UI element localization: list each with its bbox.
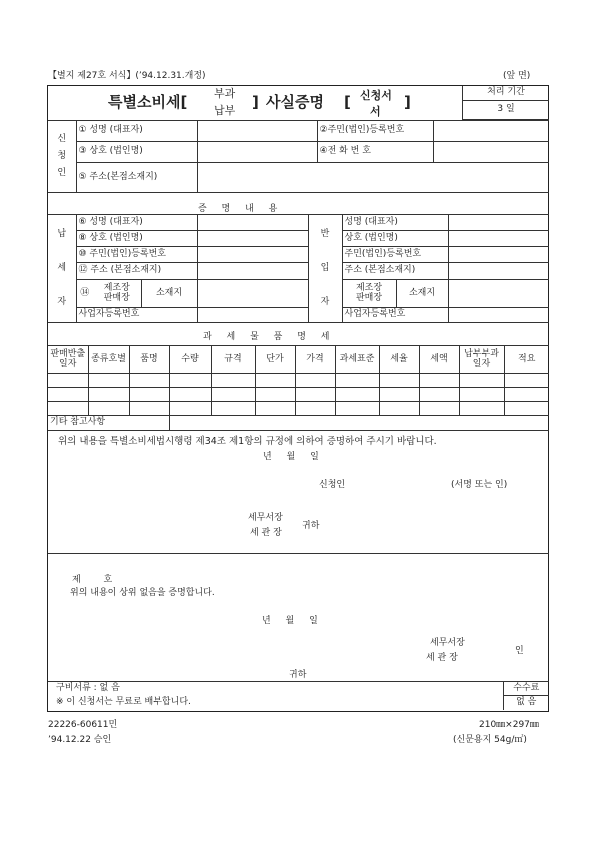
taxpayer-address-field[interactable]: [197, 263, 308, 280]
applicant-label: 신 청 인: [48, 121, 76, 193]
applicant-address-label: ⑤ 주소(본점소재지): [76, 163, 197, 193]
fee-label: 수수료: [503, 682, 549, 696]
import-bizno-label: 사업자등록번호: [342, 308, 448, 323]
import-address-label: 주소 (본점소재지): [342, 263, 448, 280]
title-option-bottom: 납부: [214, 104, 236, 117]
section-divider: [48, 553, 549, 554]
taxpayer-location-field[interactable]: [197, 280, 308, 308]
col-price: 가격: [295, 346, 335, 374]
import-label: 반 입 자: [308, 215, 342, 323]
certificate-honorific: 귀하: [289, 670, 307, 680]
taxpayer-name-field[interactable]: [197, 215, 308, 231]
applicant-section: [48, 120, 549, 193]
request-date: 년 월 일: [263, 452, 325, 462]
certificate-office-line2: 세 관 장: [426, 653, 458, 663]
taxpayer-factory-store: 제조장 판매장: [93, 280, 141, 308]
col-pay-date: 납부부과일자: [459, 346, 504, 374]
taxpayer-company-field[interactable]: [197, 231, 308, 247]
col-spec: 규격: [211, 346, 255, 374]
col-type: 종류호별: [88, 346, 129, 374]
paper-size: 210㎜×297㎜: [479, 720, 539, 730]
request-office-line1: 세무서장: [248, 513, 283, 523]
other-notes-field[interactable]: [169, 416, 549, 431]
import-bizno-field[interactable]: [448, 308, 549, 323]
certificate-office-line1: 세무서장: [430, 638, 465, 648]
fee-value: 없 음: [503, 696, 549, 710]
import-company-label: 상호 (법인명): [342, 231, 448, 247]
title-part2: 사실증명: [266, 93, 324, 111]
import-regno-label: 주민(법인)등록번호: [342, 247, 448, 263]
import-name-label: 성명 (대표자): [342, 215, 448, 231]
goods-row[interactable]: [48, 374, 549, 388]
col-tax-amount: 세액: [419, 346, 459, 374]
goods-row[interactable]: [48, 402, 549, 416]
free-distribution-note: ※ 이 신청서는 무료로 배부합니다.: [48, 696, 503, 710]
import-location-label: 소재지: [396, 280, 448, 308]
col-item: 품명: [129, 346, 169, 374]
processing-period: [462, 86, 549, 120]
col-tax-base: 과세표준: [335, 346, 379, 374]
other-notes-label: 기타 참고사항: [48, 416, 169, 431]
form-footer: [48, 681, 549, 710]
title-request-bottom: 서: [370, 105, 381, 118]
applicant-regno-field[interactable]: [433, 121, 549, 142]
certificate-statement: 위의 내용이 상위 없음을 증명합니다.: [70, 588, 215, 598]
col-quantity: 수량: [169, 346, 211, 374]
applicant-regno-label: ②주민(법인)등록번호: [317, 121, 433, 142]
applicant-phone-field[interactable]: [433, 142, 549, 163]
applicant-company-field[interactable]: [197, 142, 317, 163]
proof-header: 증 명 내 용: [198, 204, 284, 214]
applicant-company-label: ③ 상호 (법인명): [76, 142, 197, 163]
import-regno-field[interactable]: [448, 247, 549, 263]
taxpayer-name-label: ⑥ 성명 (대표자): [76, 215, 197, 231]
applicant-name-field[interactable]: [197, 121, 317, 142]
import-location-field[interactable]: [448, 280, 549, 308]
processing-label: 처리 기간: [463, 86, 550, 100]
paper-type: (신문용지 54g/㎡): [453, 735, 527, 745]
required-docs: 구비서류 : 없 음: [48, 682, 503, 696]
certificate-seal: 인: [515, 646, 524, 656]
title-bracket: ]: [252, 93, 259, 111]
title-bracket-open: [: [344, 93, 351, 111]
applicant-name-label: ① 성명 (대표자): [76, 121, 197, 142]
request-applicant: 신청인: [319, 480, 346, 490]
import-address-field[interactable]: [448, 263, 549, 280]
request-sign: (서명 또는 인): [451, 480, 508, 490]
import-name-field[interactable]: [448, 215, 549, 231]
import-factory-store: 제조장 판매장: [342, 280, 396, 308]
applicant-address-field[interactable]: [197, 163, 549, 193]
certificate-number: 제 호: [72, 575, 123, 585]
taxpayer-bizno-field[interactable]: [197, 308, 308, 323]
taxpayer-location-label: 소재지: [141, 280, 197, 308]
goods-row[interactable]: [48, 388, 549, 402]
taxpayer-bizno-label: 사업자등록번호: [76, 308, 197, 323]
taxpayer-regno-field[interactable]: [197, 247, 308, 263]
form-number: 【별지 제27호 서식】(’94.12.31.개정): [48, 71, 206, 81]
form-code: 22226-60611민: [48, 720, 118, 730]
page-side: (앞 면): [503, 71, 531, 81]
request-statement: 위의 내용을 특별소비세법시행령 제34조 제1항의 규정에 의하여 증명하여 주시기 바랍니다.: [58, 436, 437, 447]
goods-table: [48, 345, 549, 431]
title-option-top: 부과: [214, 87, 236, 100]
form-title: [48, 86, 464, 120]
col-sale-date: 판매반출일자: [48, 346, 88, 374]
goods-header: 과 세 물 품 명 세: [203, 332, 336, 342]
title-request-top: 신청서: [360, 89, 392, 102]
taxpayer-regno-label: ⑩ 주민(법인)등록번호: [76, 247, 197, 263]
taxpayer-label: 납 세 자: [48, 215, 76, 323]
goods-header-row: [48, 346, 549, 374]
taxpayer-address-label: ⑫ 주소 (본점소재지): [76, 263, 197, 280]
col-tax-rate: 세율: [379, 346, 419, 374]
processing-value: 3 일: [463, 100, 550, 120]
request-office-line2: 세 관 장: [250, 528, 282, 538]
import-company-field[interactable]: [448, 231, 549, 247]
certificate-date: 년 월 일: [262, 616, 324, 626]
application-form: [47, 85, 549, 712]
title-part1: 특별소비세[: [108, 93, 188, 111]
proof-section: [48, 214, 549, 323]
title-bracket-close: ]: [404, 93, 411, 111]
applicant-phone-label: ④전 화 번 호: [317, 142, 433, 163]
request-honorific: 귀하: [302, 521, 320, 531]
taxpayer-company-label: ⑧ 상호 (법인명): [76, 231, 197, 247]
approval-date: ’94.12.22 승인: [48, 735, 112, 745]
col-remarks: 적요: [504, 346, 549, 374]
col-unit-price: 단가: [255, 346, 295, 374]
taxpayer-num14: ⑭: [76, 280, 93, 308]
